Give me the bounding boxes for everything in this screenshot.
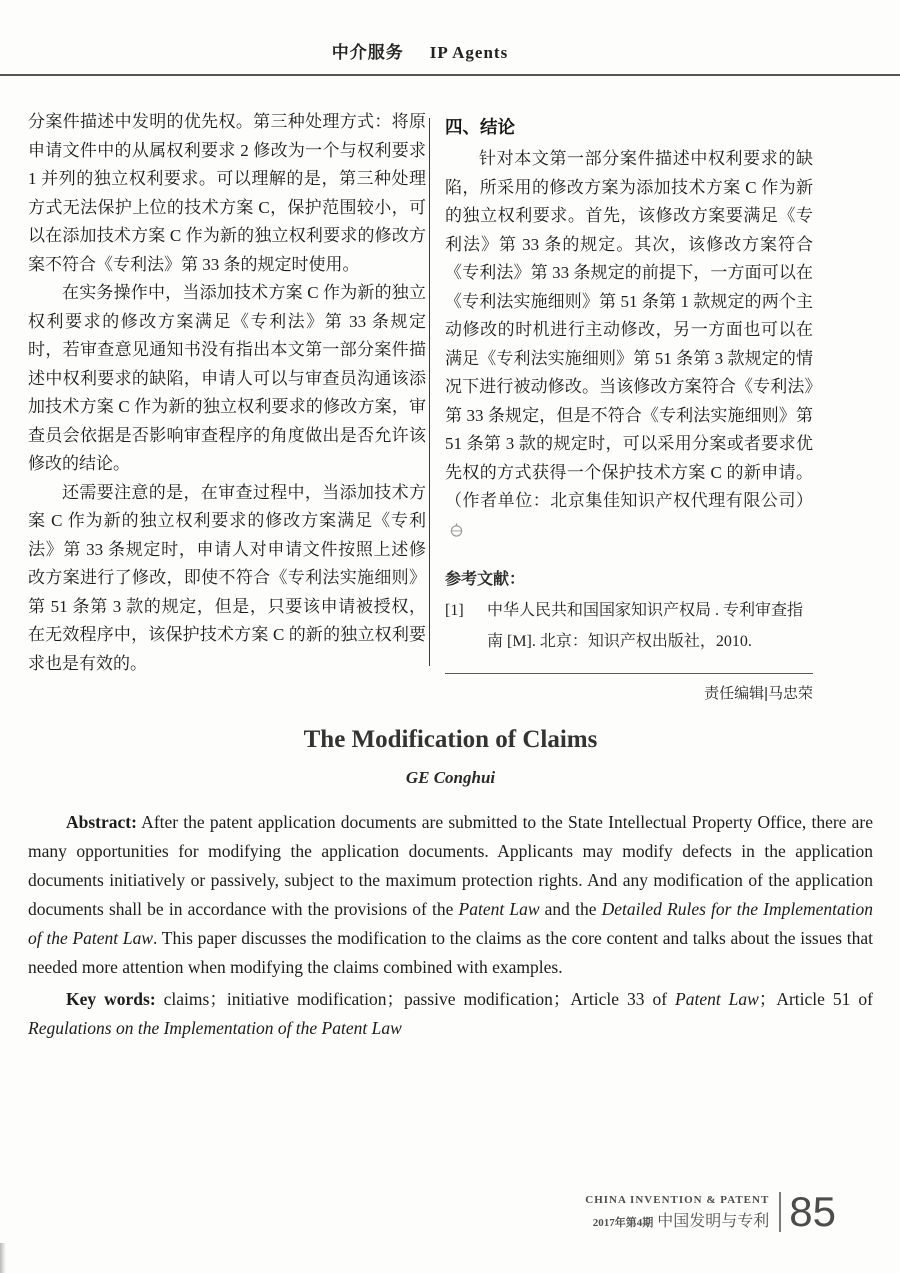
page-footer [585, 1188, 836, 1235]
english-author: GE Conghui [405, 768, 496, 787]
keywords-label: Key words: [66, 989, 156, 1009]
footer-journal-meta [585, 1194, 769, 1231]
page-number: 85 [789, 1188, 836, 1235]
left-column [28, 108, 426, 678]
conclusion-text: 针对本文第一部分案件描述中权利要求的缺陷，所采用的修改方案为添加技术方案 C 作为新的独立权利要求。首先，该修改方案要满足《专利法》第 33 条的规定。其次，该修改方案符合《专利法》第 33 条规定的前提下，一方面可以在《专利法实施细则》第 51 条第 1 款规定的两个主动修改的时机进行主动修改，另一方面也可以在满足《专利法实施细则》第 51 条第 3 款规定的情况下进行被动修改。当该修改方案符合《专利法》第 33 条规定，但是不符合《专利法实施细则》第 51 条第 3 款的规定时，可以采用分案或者要求优先权的方式获得一个保护技术方案 C 的新申请。 [445, 149, 813, 482]
english-abstract-section [28, 726, 873, 1043]
english-title: The Modification of Claims [303, 726, 598, 753]
footer-journal-name-cn: 中国发明与专利 [657, 1212, 770, 1230]
header-category-cn: 中介服务 [331, 43, 404, 62]
keywords-segment-italic: Regulations on the Implementation of the Patent Law [28, 1018, 402, 1038]
reference-item [445, 595, 813, 657]
keywords-segment: ；Article 51 of [758, 989, 873, 1009]
header-category-en: IP Agents [429, 43, 509, 62]
abstract-segment: After the patent application documents are submitted to the State Intellectual Property Office, there are many opportunities for modifying the application documents. Applicants may modify defects in the application documents initiatively or passively, subject to the maximum protection rights. And any modification of the application documents shall be in accordance with the provisions of the [28, 812, 873, 919]
right-column [445, 108, 813, 703]
keywords-segment-italic: Patent Law [675, 989, 759, 1009]
footer-issue: 2017年第4期 [592, 1216, 654, 1229]
body-paragraph: 分案件描述中发明的优先权。第三种处理方式：将原申请文件中的从属权利要求 2 修改为一个与权利要求 1 并列的独立权利要求。可以理解的是，第三种处理方式无法保护上位的技术方案 C，保护范围较小，可以在添加技术方案 C 作为新的独立权利要求的修改方案不符合《专利法》第 33 条的规定时使用。 [28, 112, 426, 274]
body-paragraph: 还需要注意的是，在审查过程中，当添加技术方案 C 作为新的独立权利要求的修改方案满足《专利法》第 33 条规定时，申请人对申请文件按照上述修改方案进行了修改，即使不符合《专利法实施细则》第 51 条第 3 款的规定，但是，只要该申请被授权，在无效程序中，该保护技术方案 C 的新的独立权利要求也是有效的。 [28, 482, 426, 673]
abstract-segment-italic: Detailed Rules for the Implementation of the Patent Law [28, 899, 873, 948]
responsible-editor: 责任编辑|马忠荣 [704, 685, 813, 702]
scan-edge-artifact [0, 1243, 6, 1273]
references-block [445, 566, 813, 657]
abstract-segment-italic: Patent Law [458, 899, 540, 919]
conclusion-heading: 四、结论 [445, 117, 515, 137]
journal-end-mark-icon [449, 522, 464, 537]
editor-divider-rule [445, 673, 813, 674]
abstract-label: Abstract: [66, 812, 137, 832]
keywords-segment: claims；initiative modification；passive modification；Article 33 of [155, 989, 676, 1009]
author-affiliation: （作者单位：北京集佳知识产权代理有限公司） [445, 491, 813, 510]
page-header [0, 38, 840, 63]
references-heading: 参考文献： [445, 571, 526, 588]
abstract-segment: . This paper discusses the modification to the claims as the core content and talks about the issues that needed more attention when modifying the claims combined with examples. [28, 928, 873, 977]
reference-index: [1] [445, 602, 464, 619]
keywords-paragraph [28, 985, 873, 1043]
footer-journal-name-en: CHINA INVENTION & PATENT [585, 1193, 770, 1206]
footer-divider-bar [779, 1192, 781, 1232]
conclusion-paragraph [445, 145, 813, 544]
column-divider-rule [429, 118, 430, 666]
body-paragraph: 在实务操作中，当添加技术方案 C 作为新的独立权利要求的修改方案满足《专利法》第 33 条规定时，若审查意见通知书没有指出本文第一部分案件描述中权利要求的缺陷，申请人可以与审查员沟通该添加技术方案 C 作为新的独立权利要求的修改方案，审查员会依据是否影响审查程序的角度做出是否允许该修改的结论。 [28, 283, 426, 473]
reference-text: 中华人民共和国国家知识产权局 . 专利审查指南 [M]. 北京：知识产权出版社，2010. [487, 602, 804, 650]
abstract-segment: and the [539, 899, 602, 919]
header-divider-rule [0, 74, 900, 76]
footer-issue-line [585, 1208, 769, 1231]
abstract-paragraph [28, 808, 873, 982]
